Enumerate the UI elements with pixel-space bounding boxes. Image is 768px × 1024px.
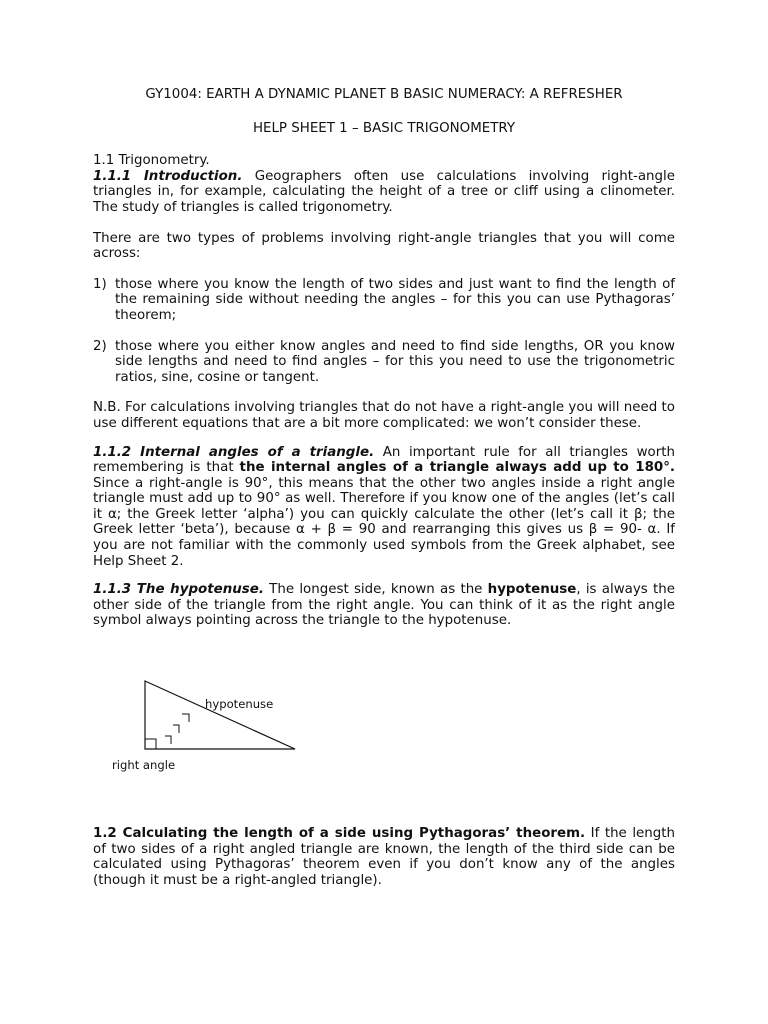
right-triangle (145, 681, 295, 749)
right-angle-marker (145, 739, 156, 749)
hypotenuse-text-b: , is always the other side of the triangle from the right angle. You can think of it as the right angle symbol always pointing across the triangle to the hypotenuse. (93, 582, 675, 629)
list-item-number: 2) (93, 338, 107, 354)
hypotenuse-paragraph (93, 582, 675, 629)
introduction-text: Geographers often use calculations involving right-angle triangles in, for example, calculating the height of a tree or cliff using a clinometer. The study of triangles is called trigonometry. (93, 168, 675, 215)
hypotenuse-term: hypotenuse (487, 582, 577, 598)
nb-paragraph: N.B. For calculations involving triangles that do not have a right-angle you will need to use different equations that are a bit more complicated: we won’t consider these. (93, 400, 675, 431)
angle-tick (165, 736, 171, 744)
triangle-figure (93, 669, 675, 819)
list-item-text: those where you know the length of two sides and just want to find the length of the remaining side without needing the angles – for this you can use Pythagoras’ theorem; (115, 276, 675, 323)
angle-tick (182, 714, 189, 722)
types-paragraph: There are two types of problems involving right-angle triangles that you will come across: (93, 230, 675, 262)
section-heading-trigonometry: 1.1 Trigonometry. (93, 153, 210, 169)
list-item-text: those where you either know angles and need to find side lengths, OR you know side lengths and need to find angles – for this you need to use the trigonometric ratios, sine, cosine or tangent. (115, 338, 675, 385)
angle-tick (173, 725, 179, 733)
internal-angles-text-b: Since a right-angle is 90°, this means that the other two angles inside a right angle triangle must add up to 90° as well. Therefore if you know one of the angles (let’s call it α; the Greek letter ‘alpha’) you can quickly calculate the other (let’s call it β; the Greek letter ‘beta’), because α + β = 90 and rearranging this gives us β = 90- α. If you are not familiar with the commonly used symbols from the Greek alphabet, see Help Sheet 2. (93, 475, 675, 569)
pythagoras-heading: 1.2 Calculating the length of a side using Pythagoras’ theorem. (93, 826, 586, 842)
hypotenuse-label: hypotenuse (205, 697, 274, 712)
document-page (93, 87, 675, 888)
hypotenuse-heading: 1.1.3 The hypotenuse. (93, 582, 264, 598)
list-item (93, 277, 675, 324)
hypotenuse-text-a: The longest side, known as the (263, 582, 488, 598)
internal-angles-paragraph (93, 445, 675, 570)
internal-angles-text-a: An important rule for all triangles worth remembering is that (93, 444, 675, 476)
internal-angles-heading: 1.1.2 Internal angles of a triangle. (93, 444, 375, 460)
internal-angles-rule: the internal angles of a triangle always add up to 180°. (239, 460, 675, 476)
document-title: GY1004: EARTH A DYNAMIC PLANET B BASIC NUMERACY: A REFRESHER (145, 87, 623, 102)
list-item (93, 339, 675, 386)
introduction-heading: 1.1.1 Introduction. (93, 168, 243, 184)
triangle-diagram (93, 669, 353, 799)
pythagoras-paragraph (93, 826, 675, 888)
right-angle-label: right angle (112, 758, 176, 773)
list-item-number: 1) (93, 276, 107, 292)
pythagoras-text: If the length of two sides of a right angled triangle are known, the length of the third side can be calculated using Pythagoras’ theorem even if you don’t know any of the angles (though it must be a right-angled triangle). (93, 826, 676, 888)
introduction-paragraph (93, 169, 675, 216)
document-subtitle: HELP SHEET 1 – BASIC TRIGONOMETRY (252, 120, 516, 136)
